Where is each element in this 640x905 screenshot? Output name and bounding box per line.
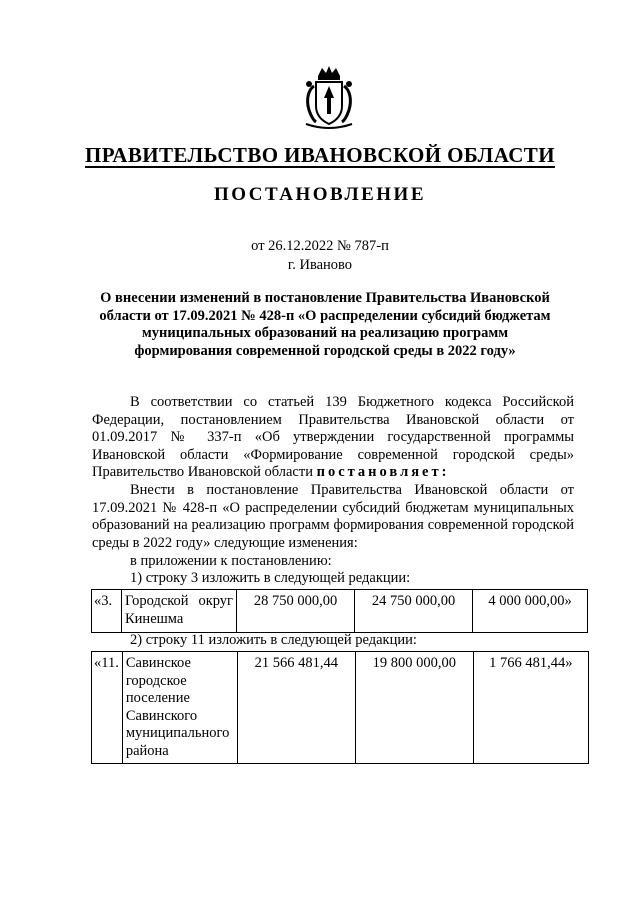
regional-amount-cell: 1 766 481,44» [473, 652, 588, 764]
row3-instruction: 1) строку 3 изложить в следующей редакции: [130, 570, 411, 586]
amendment-paragraph: Внести в постановление Правительства Ивановской области от 17.09.2021 № 428-п «О распределении субсидий бюджетам муниципальных образований на реализацию программ формирования современной городской среды в 2022 году» следующие изменения: [92, 482, 574, 551]
federal-amount-cell: 19 800 000,00 [355, 652, 473, 764]
row11-table [91, 651, 589, 764]
row-number-cell: «3. [92, 590, 122, 633]
municipality-cell: Савинское городское поселение Савинского муниципального района [122, 652, 237, 764]
total-amount-cell: 21 566 481,44 [237, 652, 355, 764]
regional-amount-cell: 4 000 000,00» [473, 590, 588, 633]
row3-table [91, 589, 588, 633]
document-date-number: от 26.12.2022 № 787-п [251, 238, 389, 254]
appendix-line: в приложении к постановлению: [130, 553, 332, 569]
preamble-text: В соответствии со статьей 139 Бюджетного кодекса Российской Федерации, постановлением Правительства Ивановской области от 01.09.2017 № 337-п «Об утверждении государственной программы Ивановской области «Формирование современной городской среды» Правительство Ивановской области [92, 394, 574, 480]
government-title: ПРАВИТЕЛЬСТВО ИВАНОВСКОЙ ОБЛАСТИ [85, 143, 555, 167]
table-row [92, 590, 588, 633]
total-amount-cell: 28 750 000,00 [237, 590, 355, 633]
preamble-paragraph [92, 394, 574, 482]
document-subject: О внесении изменений в постановление Правительства Ивановской области от 17.09.2021 № 428-п «О распределении субсидий бюджетам муниципальных образований на реализацию программ формирования современной городской среды в 2022 году» [99, 290, 551, 359]
federal-amount-cell: 24 750 000,00 [355, 590, 473, 633]
coat-of-arms-icon [300, 62, 358, 130]
document-city: г. Иваново [287, 257, 353, 273]
row-number-cell: «11. [92, 652, 123, 764]
row11-instruction: 2) строку 11 изложить в следующей редакции: [130, 632, 417, 648]
document-type: ПОСТАНОВЛЕНИЕ [213, 184, 427, 205]
table-row [92, 652, 589, 764]
municipality-cell: Городской округ Кинешма [122, 590, 237, 633]
decree-action: постановляет: [316, 464, 450, 480]
